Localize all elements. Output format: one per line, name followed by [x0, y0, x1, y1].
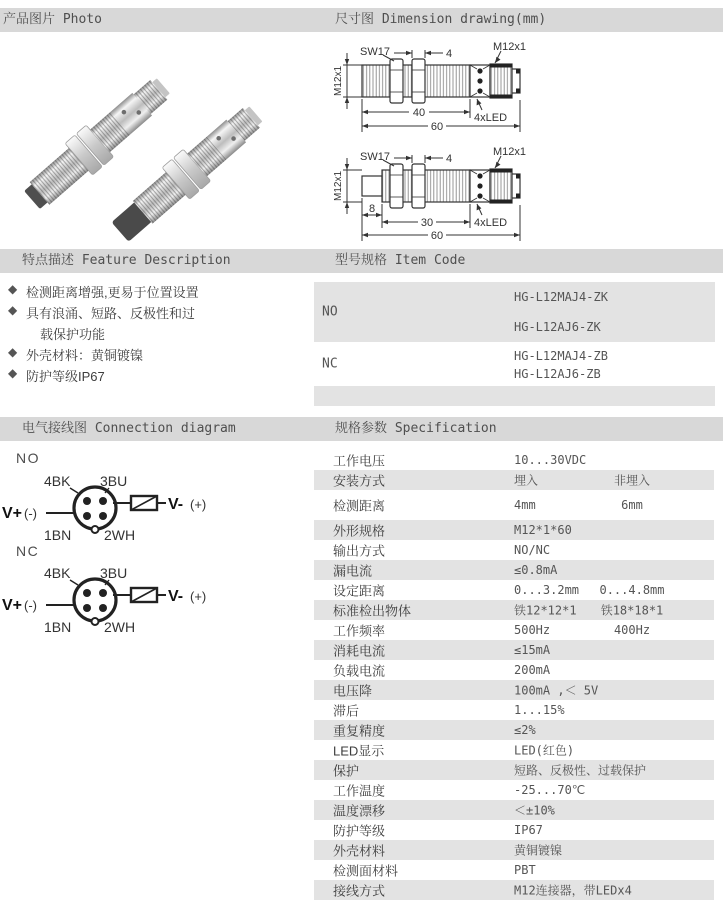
pin-label-2wh: 2WH [104, 619, 136, 635]
pin-label-2wh: 2WH [104, 527, 136, 543]
supply-left-label: V+ [2, 597, 23, 614]
spec-value-flush: 200mA [514, 663, 551, 677]
dimension-section-title: 尺寸图 Dimension drawing(mm) [335, 12, 547, 27]
dim1-connector-thread-label: M12x1 [493, 41, 527, 53]
spec-value-flush: 埋入 [514, 473, 539, 488]
supply-right-label: V- [168, 588, 184, 605]
dim2-nut-width-label: 4 [446, 153, 453, 165]
spec-label: 重复精度 [333, 723, 386, 739]
dim2-sw17-label: SW17 [360, 151, 390, 163]
spec-value-flush: 10...30VDC [514, 453, 587, 467]
pin-4 [83, 589, 91, 597]
dimension-drawing-nonflush [333, 145, 723, 247]
bullet-diamond-icon: ◆ [8, 366, 18, 380]
dim2-connector-thread-label: M12x1 [493, 146, 527, 158]
spec-value-flush: 黄铜镀镍 [514, 843, 563, 858]
spec-row [314, 700, 714, 720]
spec-label: 负载电流 [333, 663, 386, 679]
feature-item [0, 281, 305, 302]
supply-left-label: V+ [2, 505, 23, 522]
dim1-nut-width-label: 4 [446, 48, 453, 60]
feature-item [0, 323, 305, 344]
pin-4 [83, 497, 91, 505]
item-code-group-no [314, 282, 715, 342]
spec-value-flush: ≤15mA [514, 643, 551, 657]
spec-row [314, 540, 714, 560]
pin-label-3bu: 3BU [100, 473, 128, 489]
pin-2 [99, 604, 107, 612]
bullet-diamond-icon: ◆ [8, 345, 18, 359]
spec-label: 接线方式 [333, 883, 386, 899]
spec-value-nonflush: 400Hz [613, 623, 651, 637]
dim1-total-length-label: 60 [430, 121, 444, 133]
spec-row [314, 840, 714, 860]
pin-label-4bk: 4BK [44, 473, 71, 489]
spec-value-nonflush: 6mm [621, 498, 643, 512]
spec-row [314, 780, 714, 800]
feature-text: 外壳材料：黄铜镀镍 [26, 348, 144, 363]
pin-2 [99, 512, 107, 520]
item-code: HG-L12AJ6-ZB [514, 367, 601, 381]
led-dot [477, 193, 482, 198]
dim2-tip-length-label: 8 [368, 203, 376, 215]
output-type-label: NO [322, 304, 338, 320]
header-bar-middle [0, 249, 723, 273]
pin-label-1bn: 1BN [44, 527, 72, 543]
spec-value-flush: -25...70℃ [514, 783, 586, 797]
feature-section-title: 特点描述 Feature Description [22, 253, 231, 268]
pin-3 [99, 589, 107, 597]
spec-row [314, 600, 714, 620]
spec-value-flush: 4mm [514, 498, 536, 512]
pin-label-1bn: 1BN [44, 619, 72, 635]
supply-left-polarity: (-) [24, 506, 37, 521]
supply-right-label: V- [168, 496, 184, 513]
dim2-total-length-label: 60 [430, 230, 444, 242]
supply-right-polarity: (+) [190, 589, 207, 604]
spec-value-nonflush: 铁18*18*1 [600, 603, 664, 618]
spec-label: 电压降 [333, 683, 373, 699]
spec-row [314, 760, 714, 780]
led-dot [477, 68, 482, 73]
spec-row [314, 640, 714, 660]
feature-text: 载保护功能 [40, 327, 106, 342]
spec-row [314, 720, 714, 740]
specification-table [314, 450, 714, 900]
spec-value-flush: 500Hz [514, 623, 551, 637]
spec-label: 工作电压 [333, 453, 386, 469]
item-code: HG-L12AJ6-ZK [514, 320, 601, 334]
spec-value-flush: M12连接器，带LEDx4 [514, 883, 632, 898]
spec-label: 外壳材料 [333, 843, 386, 859]
dim1-sw17-label: SW17 [360, 46, 390, 58]
spec-value-flush: NO/NC [514, 543, 551, 557]
spec-label: 温度漂移 [333, 803, 386, 819]
spec-label: 漏电流 [333, 563, 373, 579]
spec-row [314, 560, 714, 580]
bullet-diamond-icon: ◆ [8, 303, 18, 317]
feature-item [0, 365, 305, 386]
pin-1 [83, 512, 91, 520]
header-bar-top [0, 8, 723, 32]
spec-row [314, 660, 714, 680]
pin-3 [99, 497, 107, 505]
spec-label: 滞后 [333, 703, 360, 719]
pin-label-3bu: 3BU [100, 565, 128, 581]
spec-value-flush: ≤2% [514, 723, 536, 737]
spec-label: 设定距离 [333, 583, 386, 599]
spec-row [314, 860, 714, 880]
product-photo [4, 40, 304, 242]
header-bar-bottom [0, 417, 723, 441]
bullet-diamond-icon: ◆ [8, 282, 18, 296]
spec-value-flush: 100mA ,＜ 5V [514, 683, 599, 698]
spec-row [314, 880, 714, 900]
spec-row [314, 490, 714, 520]
spec-label: 检测面材料 [333, 863, 399, 879]
dim1-thread-length-label: 40 [412, 107, 426, 119]
spec-value-flush: PBT [514, 863, 536, 877]
spec-value-flush: LED(红色) [514, 743, 575, 758]
spec-label: 标准检出物体 [333, 603, 412, 619]
spec-row [314, 800, 714, 820]
dim2-body-thread-label: M12x1 [333, 170, 344, 202]
spec-label: 消耗电流 [333, 643, 386, 659]
led-dot [477, 183, 482, 188]
supply-left-polarity: (-) [24, 598, 37, 613]
dim2-thread-length-label: 30 [420, 217, 434, 229]
spec-label: 外形规格 [333, 523, 386, 539]
connector-circle [74, 579, 116, 621]
led-dot [477, 88, 482, 93]
spec-label: 工作频率 [333, 623, 386, 639]
dim1-led-label: 4xLED [474, 112, 508, 124]
dimension-drawing-flush [333, 40, 723, 142]
spec-label: 防护等级 [333, 823, 386, 839]
connection-diagram-nc [0, 558, 320, 638]
item-code: HG-L12MAJ4-ZK [514, 290, 608, 304]
spec-row [314, 620, 714, 640]
feature-text: 检测距离增强,更易于位置设置 [26, 285, 199, 300]
photo-section-title: 产品图片 Photo [3, 12, 102, 27]
item-code-table [314, 282, 715, 406]
feature-item [0, 344, 305, 365]
spec-label: LED显示 [333, 743, 385, 759]
spec-value-flush: IP67 [514, 823, 543, 837]
spec-label: 检测距离 [333, 498, 386, 514]
spec-label: 保护 [333, 763, 360, 779]
spec-row [314, 740, 714, 760]
supply-right-polarity: (+) [190, 497, 207, 512]
spec-value-flush: 1...15% [514, 703, 565, 717]
connection-diagram-no [0, 466, 320, 546]
spec-value-flush: 0...3.2mm [514, 583, 580, 597]
spec-label: 输出方式 [333, 543, 386, 559]
spec-value-flush: 短路、反极性、过载保护 [514, 763, 647, 778]
connector-circle [74, 487, 116, 529]
spec-row [314, 580, 714, 600]
connection-nc-label: NC [16, 543, 40, 559]
output-type-label: NC [322, 356, 338, 372]
spec-row [314, 680, 714, 700]
led-dot [477, 173, 482, 178]
spec-label: 安装方式 [333, 473, 386, 489]
pin-1 [83, 604, 91, 612]
item-code-filler-row [314, 386, 715, 406]
feature-text: 具有浪涌、短路、反极性和过 [26, 306, 196, 321]
spec-value-flush: M12*1*60 [514, 523, 572, 537]
item-code: HG-L12MAJ4-ZB [514, 349, 608, 363]
spec-label: 工作温度 [333, 783, 386, 799]
spec-row [314, 520, 714, 540]
dim2-led-label: 4xLED [474, 217, 508, 229]
spec-row [314, 470, 714, 490]
connection-section-title: 电气接线图 Connection diagram [22, 421, 236, 436]
feature-list [0, 281, 305, 386]
spec-value-nonflush: 非埋入 [613, 473, 651, 488]
specification-section-title: 规格参数 Specification [335, 421, 497, 436]
connector-keyway [92, 526, 99, 533]
item-code-section-title: 型号规格 Item Code [335, 253, 466, 268]
dim1-body-thread-label: M12x1 [333, 65, 344, 97]
spec-value-flush: ＜±10% [514, 803, 555, 818]
spec-value-flush: 铁12*12*1 [514, 603, 577, 618]
spec-row [314, 820, 714, 840]
led-dot [477, 78, 482, 83]
feature-text: 防护等级IP67 [26, 369, 105, 384]
pin-label-4bk: 4BK [44, 565, 71, 581]
connector-keyway [92, 618, 99, 625]
spec-row [314, 450, 714, 470]
spec-value-flush: ≤0.8mA [514, 563, 558, 577]
item-code-group-nc [314, 345, 715, 383]
connection-no-label: NO [16, 450, 40, 466]
spec-value-nonflush: 0...4.8mm [599, 583, 665, 597]
feature-item [0, 302, 305, 323]
